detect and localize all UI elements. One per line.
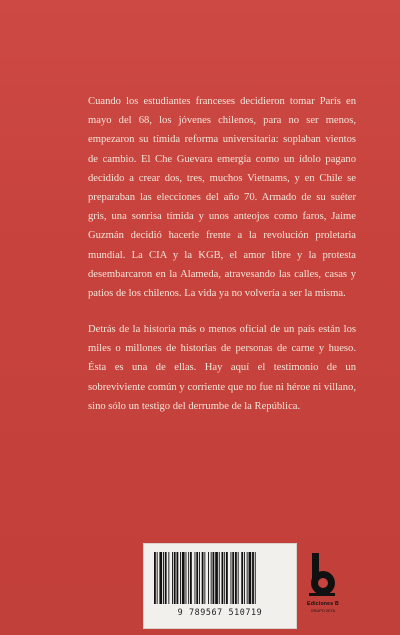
- ediciones-b-logo-icon: [305, 553, 339, 597]
- publisher-name: Ediciones B: [307, 601, 339, 607]
- publisher-subline: GRUPO ZETA: [310, 609, 336, 613]
- barcode-icon: [152, 552, 288, 604]
- blurb-paragraph-1: Cuando los estudiantes franceses decidieron tomar París en mayo del 68, los jóvenes chilenos, para no ser menos, empezaron su tímida reforma universitaria: soplaban vientos de cambio. El Che Guevara emergía como un ídolo pagano decidido a crear dos, tres, muchos Vietnams, y en Chile se preparaban las elecciones del año 70. Armado de su suéter gris, una sonrisa tímida y unos anteojos como faros, Jaime Guzmán decidió hacerle frente a la revolución proletaria mundial. La CIA y la KGB, el amor libre y la protesta desembarcaron en la Alameda, atravesando las calles, casas y patios de los chilenos. La vida ya no volvería a ser la misma.: [88, 96, 356, 300]
- barcode-label: [143, 543, 297, 629]
- isbn-number: 9 789567 510719: [177, 607, 263, 617]
- blurb-paragraph-2: Detrás de la historia más o menos oficial de un país están los miles o millones de historias de personas de carne y hueso. Ésta es una de ellas. Hay aquí el testimonio de un sobreviviente común y corriente que no fue ni héroe ni villano, sino sólo un testigo del derrumbe de la República.: [88, 324, 356, 412]
